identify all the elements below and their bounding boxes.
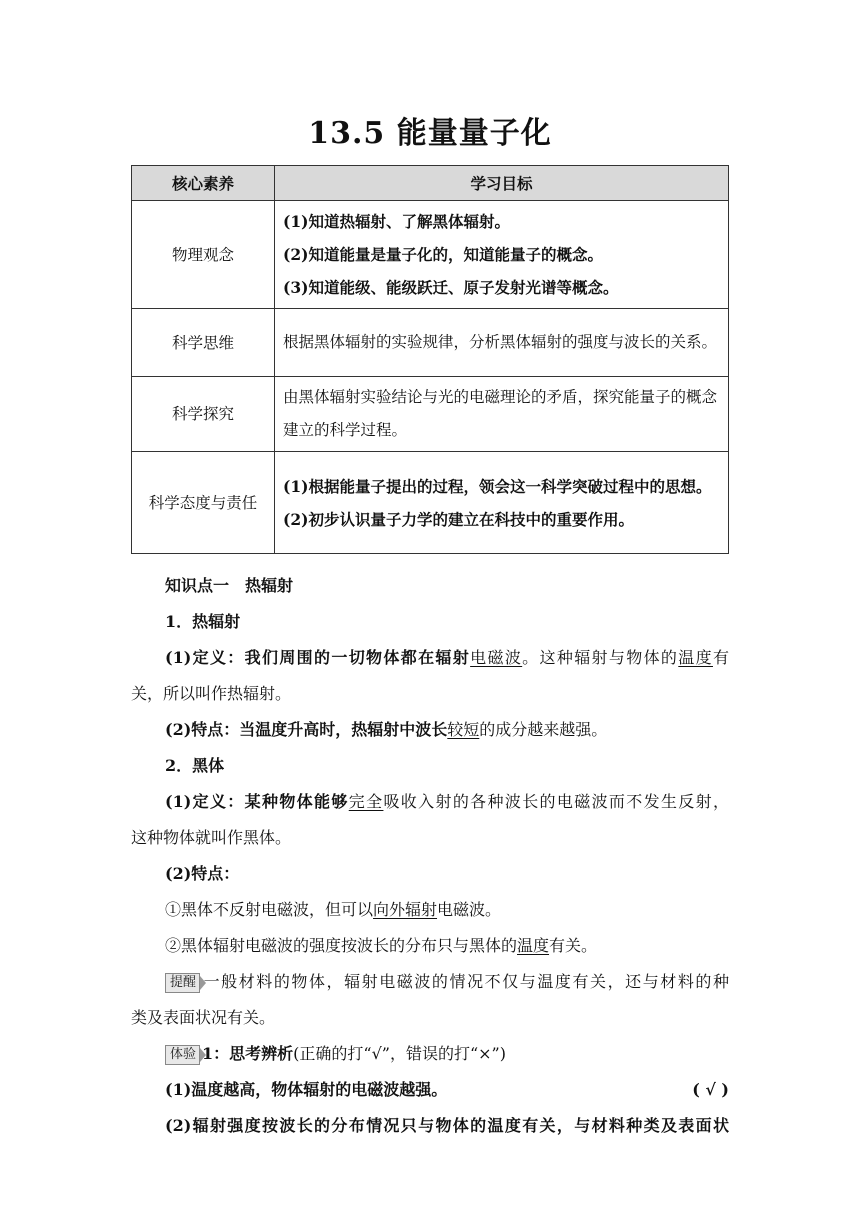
tip-tag: 提醒 <box>165 973 200 993</box>
tip-paragraph <box>131 964 729 1000</box>
table-row <box>132 377 729 452</box>
row-description: 由黑体辐射实验结论与光的电磁理论的矛盾，探究能量子的概念建立的科学过程。 <box>275 377 729 452</box>
page-title: 13.5 能量量子化 <box>308 116 552 151</box>
section-heading: 知识点一 热辐射 <box>165 576 294 595</box>
question: (2)辐射强度按波长的分布情况只与物体的温度有关，与材料种类及表面状 <box>165 1116 729 1135</box>
text: 有关。 <box>549 936 598 955</box>
text: (1)定义：我们周围的一切物体都在辐射 <box>165 648 471 667</box>
question-text: (1)温度越高，物体辐射的电磁波越强。 <box>165 1080 448 1099</box>
paragraph: (2)特点： <box>165 864 240 883</box>
text: 吸收入射的各种波长的电磁波而不发生反射， <box>383 792 729 811</box>
row-description: 根据黑体辐射的实验规律，分析黑体辐射的强度与波长的关系。 <box>275 309 729 377</box>
text: (2)特点：当温度升高时，热辐射中波长 <box>165 720 448 739</box>
question <box>131 1072 729 1108</box>
paragraph <box>131 892 729 928</box>
exercise-title: 思考辨析 <box>229 1044 294 1063</box>
row-category: 物理观念 <box>132 201 275 309</box>
text: 。这种辐射与物体的 <box>522 648 679 667</box>
text: ①黑体不反射电磁波，但可以 <box>165 900 374 919</box>
text: 电磁波。 <box>437 900 502 919</box>
goals-table <box>131 165 729 554</box>
table-row <box>132 201 729 309</box>
goal-line: (2)初步认识量子力学的建立在科技中的重要作用。 <box>283 509 634 529</box>
paragraph <box>131 712 729 748</box>
goal-line: (1)知道热辐射、了解黑体辐射。 <box>283 212 510 231</box>
exercise-number: 1： <box>202 1044 230 1063</box>
section-body <box>131 568 729 1144</box>
table-header-row <box>132 166 729 201</box>
row-description <box>275 452 729 554</box>
underlined-answer: 温度 <box>517 936 550 955</box>
paragraph-continued: 类及表面状况有关。 <box>131 1008 276 1027</box>
exercise-heading <box>131 1036 729 1072</box>
underlined-answer: 完全 <box>348 792 384 811</box>
text: 一般材料的物体，辐射电磁波的情况不仅与温度有关，还与材料的种 <box>202 972 729 991</box>
row-category: 科学探究 <box>132 377 275 452</box>
goal-line: (3)知道能级、能级跃迁、原子发射光谱等概念。 <box>283 278 619 297</box>
paragraph <box>131 928 729 964</box>
question-answer: ( √ ) <box>692 1080 729 1099</box>
underlined-answer: 电磁波 <box>470 648 523 667</box>
row-category: 科学态度与责任 <box>132 452 275 554</box>
header-core-literacy: 核心素养 <box>132 166 275 201</box>
goal-line: (1)根据能量子提出的过程，领会这一科学突破过程中的思想。 <box>283 476 712 496</box>
paragraph <box>131 784 729 820</box>
text: 有 <box>712 648 729 667</box>
text: 的成分越来越强。 <box>479 720 608 739</box>
header-learning-goals: 学习目标 <box>275 166 729 201</box>
text: ②黑体辐射电磁波的强度按波长的分布只与黑体的 <box>165 936 518 955</box>
table-row <box>132 452 729 554</box>
underlined-answer: 温度 <box>678 648 713 667</box>
row-description <box>275 201 729 309</box>
text: (1)定义：某种物体能够 <box>165 792 349 811</box>
paragraph <box>131 640 729 676</box>
exercise-instructions: (正确的打“√”，错误的打“×”) <box>293 1044 506 1063</box>
paragraph-continued: 这种物体就叫作黑体。 <box>131 828 292 847</box>
underlined-answer: 较短 <box>447 720 480 739</box>
table-row <box>132 309 729 377</box>
paragraph-continued: 关，所以叫作热辐射。 <box>131 684 292 703</box>
subheading: 2．黑体 <box>165 756 225 775</box>
exercise-tag: 体验 <box>165 1045 200 1065</box>
subheading: 1．热辐射 <box>165 612 241 631</box>
goal-line: (2)知道能量是量子化的，知道能量子的概念。 <box>283 245 603 264</box>
row-category: 科学思维 <box>132 309 275 377</box>
underlined-answer: 向外辐射 <box>373 900 438 919</box>
